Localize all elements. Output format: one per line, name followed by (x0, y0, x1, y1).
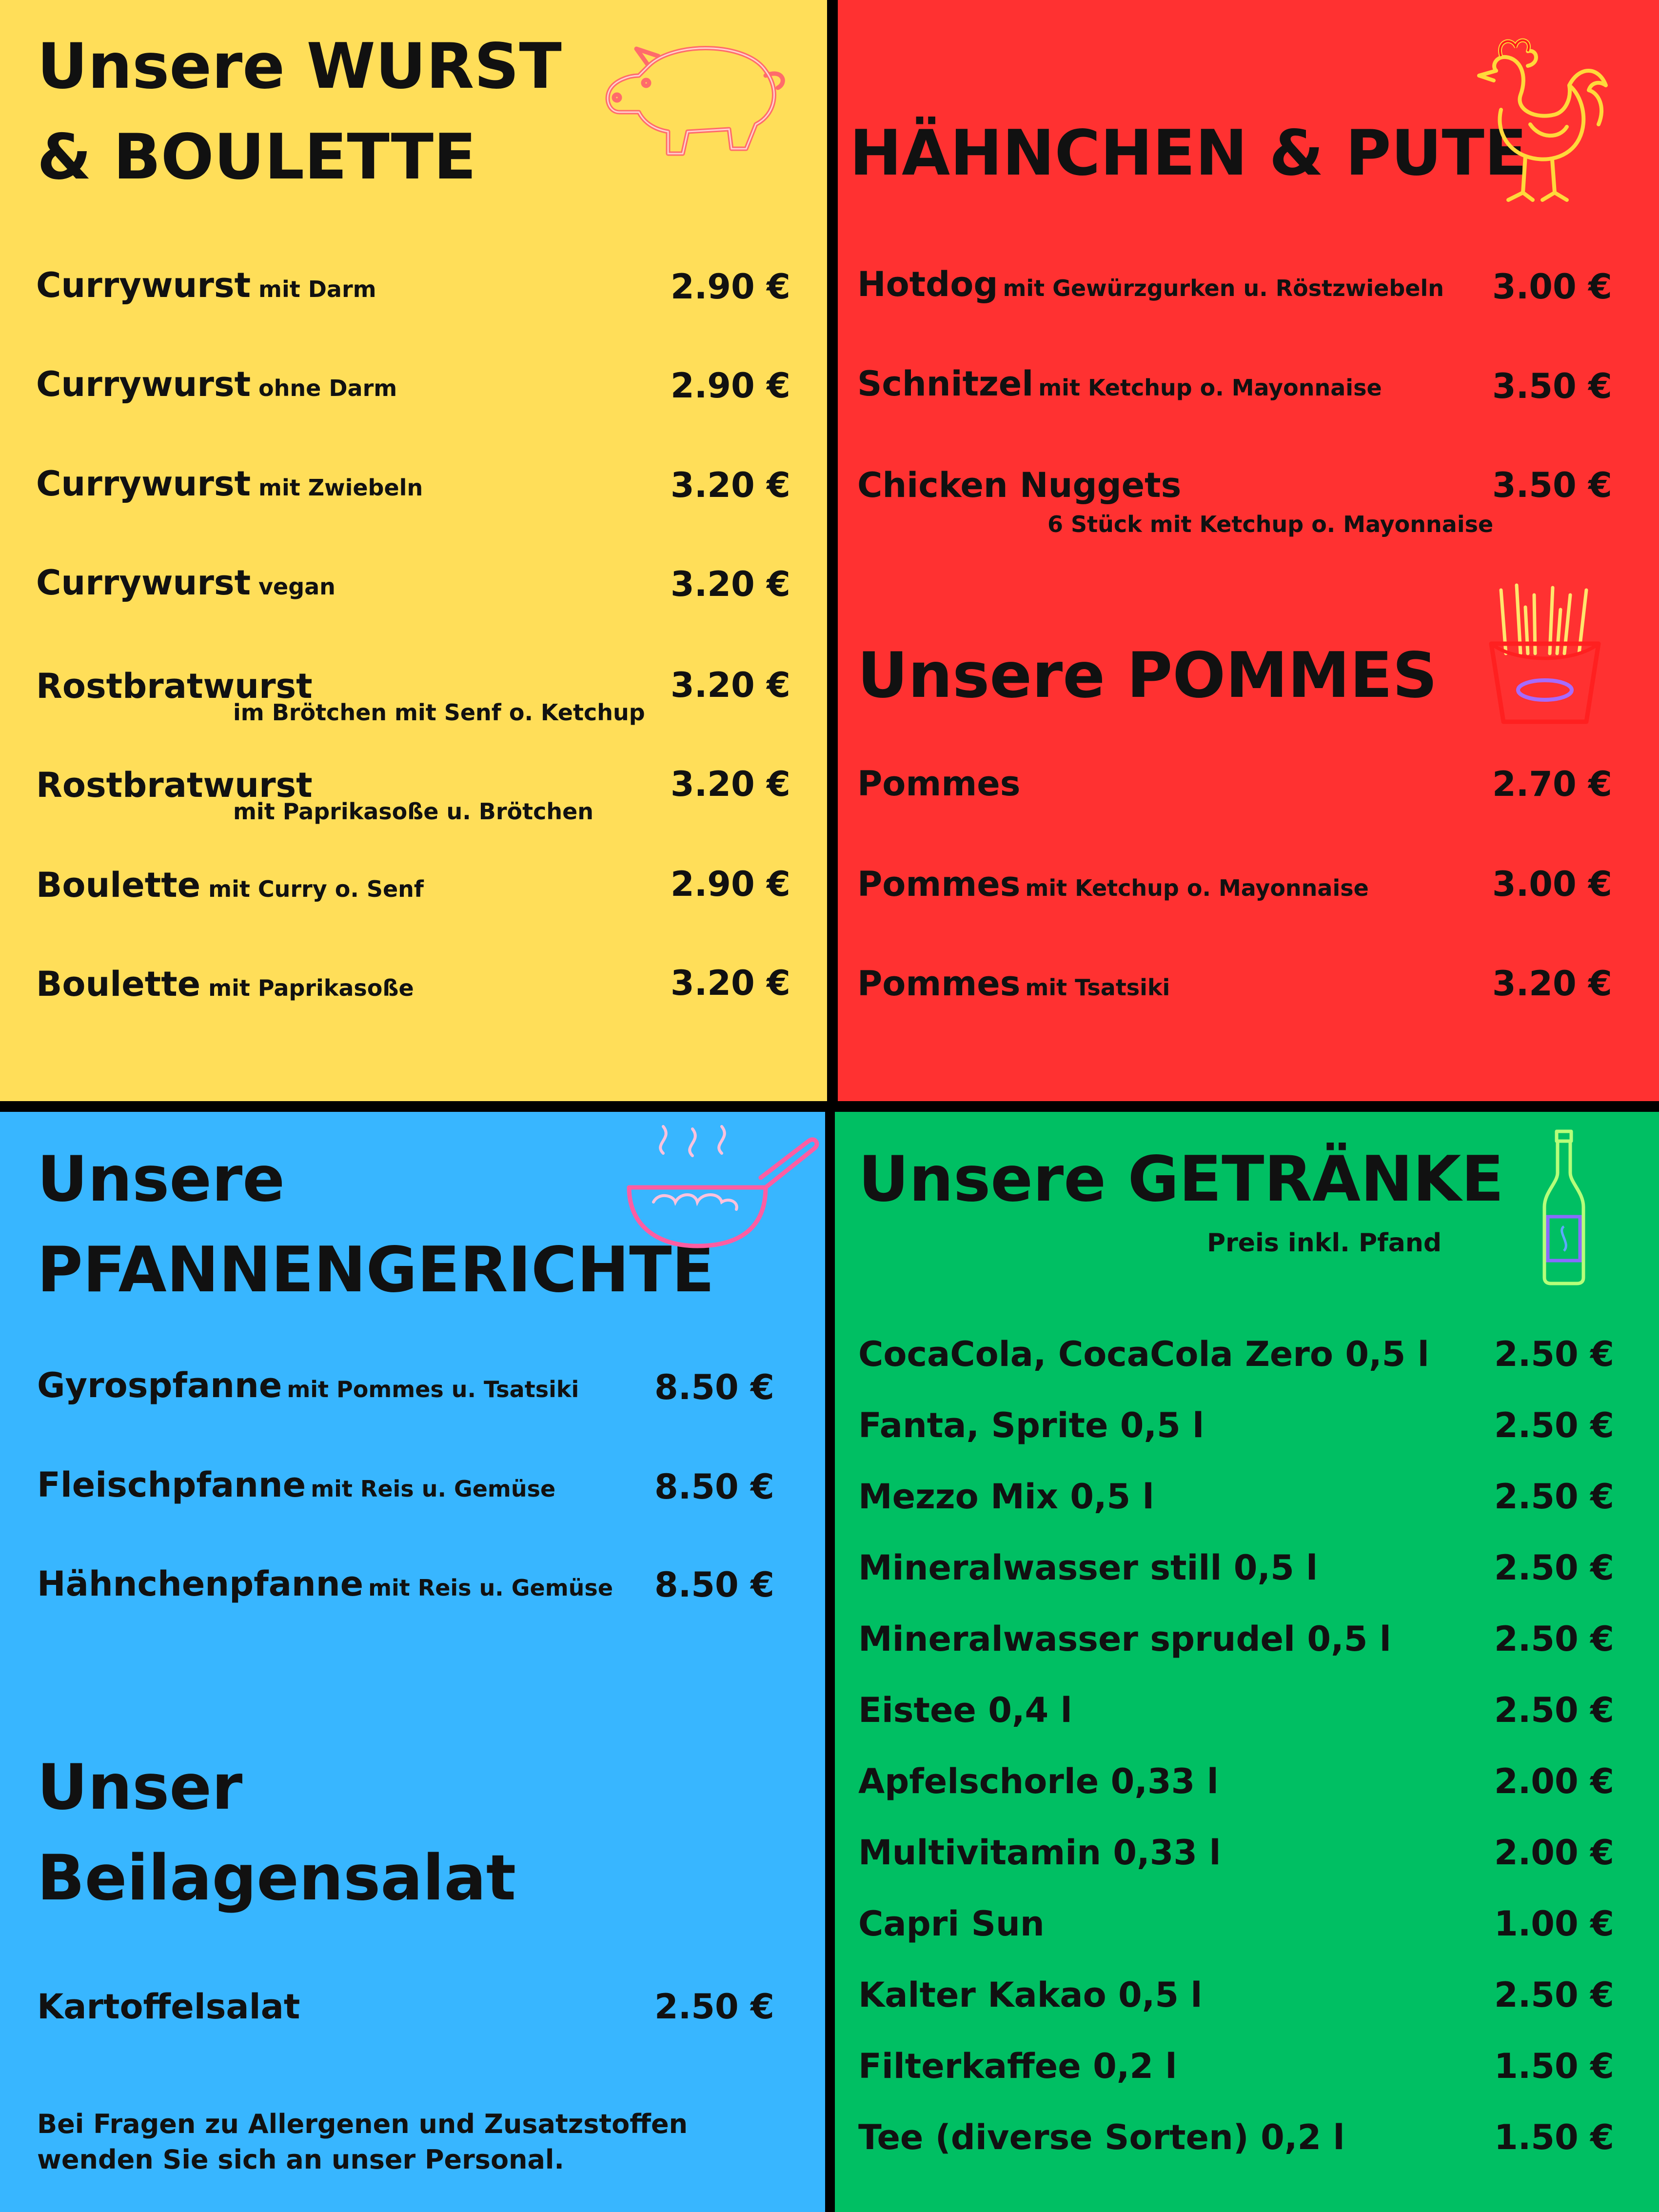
item-name: Rostbratwurst (36, 666, 313, 706)
item-name: Fleischpfanne (37, 1465, 306, 1505)
allergen-note: Bei Fragen zu Allergenen und Zusatzstoffen wenden Sie sich an unser Personal. (37, 2109, 688, 2175)
drink-name: Capri Sun (858, 1904, 1045, 1944)
menu-item (37, 1365, 579, 1405)
item-price: 3.50 € (1492, 366, 1612, 406)
item-name: Currywurst (36, 265, 251, 305)
item-name: Kartoffelsalat (37, 1987, 300, 2027)
drink-name: Mineralwasser still 0,5 l (858, 1548, 1318, 1588)
item-price: 1.50 € (1494, 2046, 1614, 2086)
salat-title-line1: Unser (37, 1751, 243, 1824)
item-description: mit Zwiebeln (258, 474, 423, 501)
item-price: 2.50 € (1494, 1548, 1614, 1588)
wurst-panel (0, 0, 827, 1101)
pfanne-title (37, 1134, 714, 1315)
item-description: mit Paprikasoße u. Brötchen (233, 798, 594, 825)
item-price: 2.50 € (1494, 1334, 1614, 1374)
item-price: 2.50 € (1494, 1619, 1614, 1659)
item-price: 1.00 € (1494, 1904, 1614, 1944)
fries-icon (1486, 580, 1603, 727)
item-name: Schnitzel (857, 364, 1034, 404)
item-price: 3.20 € (671, 963, 790, 1003)
menu-item (857, 864, 1369, 904)
salat-title (37, 1742, 516, 1923)
item-name: Pommes (857, 764, 1021, 804)
item-description: vegan (258, 573, 336, 600)
wurst-title-line1: Unsere WURST (37, 30, 562, 103)
item-description: 6 Stück mit Ketchup o. Mayonnaise (1047, 511, 1494, 537)
item-price: 3.20 € (671, 764, 790, 804)
item-price: 1.50 € (1494, 2117, 1614, 2157)
item-price: 2.50 € (1494, 1477, 1614, 1517)
rooster-icon (1467, 27, 1613, 207)
item-description: ohne Darm (258, 375, 397, 401)
item-name: Currywurst (36, 464, 251, 504)
bottle-icon (1537, 1126, 1591, 1287)
item-price: 8.50 € (654, 1467, 774, 1507)
item-price: 3.20 € (671, 465, 790, 505)
drink-name: Filterkaffee 0,2 l (858, 2046, 1177, 2086)
menu-item (36, 265, 376, 305)
item-name: Rostbratwurst (36, 765, 313, 805)
menu-item (37, 1465, 556, 1505)
menu-item (36, 364, 397, 404)
item-price: 8.50 € (654, 1367, 774, 1407)
item-name: Boulette (36, 865, 201, 905)
item-price: 2.50 € (1494, 1975, 1614, 2015)
item-description: mit Ketchup o. Mayonnaise (1025, 875, 1369, 901)
drink-name: Eistee 0,4 l (858, 1690, 1072, 1730)
drink-name: Fanta, Sprite 0,5 l (858, 1405, 1205, 1445)
item-name: Currywurst (36, 364, 251, 404)
pfanne-panel (0, 1112, 825, 2212)
haehnchen-title: HÄHNCHEN & PUTE (849, 117, 1527, 190)
pfanne-title-line2: PFANNENGERICHTE (37, 1233, 714, 1306)
getraenke-panel (835, 1112, 1659, 2212)
item-description: mit Pommes u. Tsatsiki (287, 1376, 579, 1402)
item-name: Boulette (36, 964, 201, 1004)
item-price: 3.20 € (671, 665, 790, 705)
drink-name: Tee (diverse Sorten) 0,2 l (858, 2117, 1345, 2157)
item-description: mit Ketchup o. Mayonnaise (1038, 375, 1382, 401)
pfanne-title-line1: Unsere (37, 1143, 285, 1216)
item-description: mit Paprikasoße (208, 975, 414, 1001)
menu-item (857, 264, 1444, 304)
pan-icon (619, 1119, 824, 1251)
drink-name: Multivitamin 0,33 l (858, 1833, 1221, 1873)
item-description: mit Curry o. Senf (208, 876, 424, 902)
drink-name: Kalter Kakao 0,5 l (858, 1975, 1203, 2015)
item-price: 2.00 € (1494, 1761, 1614, 1801)
item-description: mit Reis u. Gemüse (368, 1575, 613, 1601)
pommes-title: Unsere POMMES (857, 639, 1438, 712)
item-description: mit Darm (258, 276, 376, 302)
menu-item (857, 364, 1382, 404)
wurst-title-line2: & BOULETTE (37, 120, 476, 194)
item-price: 3.50 € (1492, 465, 1612, 505)
item-price: 3.20 € (671, 564, 790, 604)
wurst-title (37, 21, 562, 202)
item-description: im Brötchen mit Senf o. Ketchup (233, 699, 645, 726)
item-price: 8.50 € (654, 1565, 774, 1605)
item-name: Currywurst (36, 563, 251, 603)
getraenke-subtitle: Preis inkl. Pfand (1207, 1228, 1442, 1258)
drink-name: Apfelschorle 0,33 l (858, 1761, 1219, 1801)
pig-icon (590, 22, 800, 163)
menu-item (857, 764, 1021, 804)
item-description: mit Reis u. Gemüse (311, 1476, 556, 1502)
item-name: Pommes (857, 864, 1021, 904)
item-price: 2.50 € (654, 1987, 774, 2027)
item-price: 3.00 € (1492, 864, 1612, 904)
menu-item (36, 865, 424, 905)
item-name: Chicken Nuggets (857, 465, 1182, 505)
menu-item (37, 1564, 613, 1604)
getraenke-title: Unsere GETRÄNKE (858, 1143, 1504, 1216)
haehnchen-panel (838, 0, 1659, 1101)
item-price: 2.50 € (1494, 1690, 1614, 1730)
item-price: 2.00 € (1494, 1833, 1614, 1873)
menu-item (36, 464, 423, 504)
item-price: 2.50 € (1494, 1405, 1614, 1445)
item-price: 2.90 € (671, 366, 790, 406)
drink-name: Mezzo Mix 0,5 l (858, 1477, 1154, 1517)
menu-item (36, 563, 336, 603)
menu-item (857, 964, 1170, 1004)
item-description: mit Tsatsiki (1025, 974, 1170, 1001)
item-price: 2.70 € (1492, 764, 1612, 804)
item-price: 3.20 € (1492, 964, 1612, 1004)
drink-name: CocaCola, CocaCola Zero 0,5 l (858, 1334, 1429, 1374)
item-description: mit Gewürzgurken u. Röstzwiebeln (1003, 275, 1444, 301)
item-name: Pommes (857, 964, 1021, 1004)
item-price: 2.90 € (671, 267, 790, 307)
item-name: Hähnchenpfanne (37, 1564, 364, 1604)
menu-item (36, 964, 414, 1004)
item-price: 2.90 € (671, 864, 790, 904)
item-name: Gyrospfanne (37, 1365, 282, 1405)
item-name: Hotdog (857, 264, 998, 304)
item-price: 3.00 € (1492, 267, 1612, 307)
drink-name: Mineralwasser sprudel 0,5 l (858, 1619, 1391, 1659)
salat-title-line2: Beilagensalat (37, 1841, 516, 1915)
